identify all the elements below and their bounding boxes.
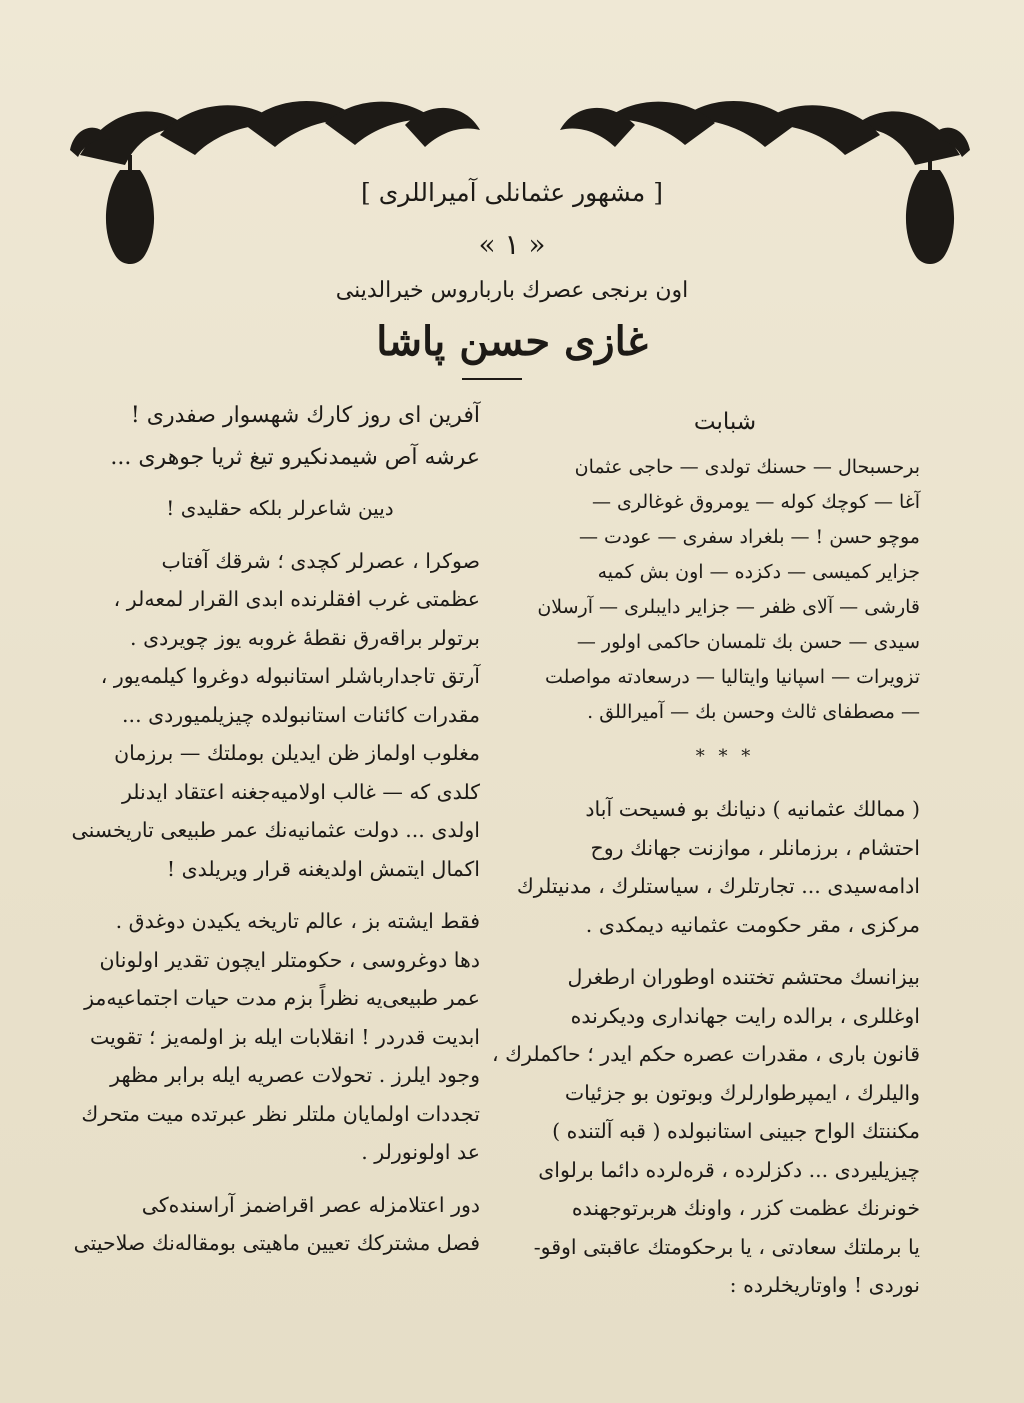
paragraph <box>80 902 480 1172</box>
text-line: خونرنك عظمت كزر ، واونك هربرتوجهنده <box>571 1196 920 1220</box>
text-line: دور اعتلامزله عصر اقراضمز آراسنده‌كى <box>141 1192 480 1217</box>
text-line: صوكرا ، عصرلر كچدى ؛ شرقك آفتاب <box>161 548 480 573</box>
contents-line: تزويرات — اسپانيا وايتاليا — درسعادته مواصلت <box>544 665 920 688</box>
text-line: مغلوب اولماز ظن ايديلن بوملتك — برزمان <box>114 741 480 765</box>
text-line: قانون بارى ، مقدرات عصره حكم ايدر ؛ حاكملرك ، <box>492 1042 920 1066</box>
text-line: نوردى ! واوتاريخلرده : <box>729 1273 920 1297</box>
title-divider <box>462 378 522 380</box>
text-line: مركزى ، مقر حكومت عثمانيه ديمكدى . <box>585 912 920 937</box>
text-line: ابديت قدردر ! انقلابات ايله بز اولمه‌يز ؛ تقويت <box>89 1024 480 1049</box>
text-line: كلدى كه — غالب اولاميه‌جغنه اعتقاد ايدنلر <box>121 779 480 804</box>
text-line: دها دوغروسى ، حكومتلر ايچون تقدير اولونان <box>99 947 480 972</box>
text-line: چيزيليردى ... دكزلرده ، قره‌لرده دائما برلواى <box>538 1157 920 1182</box>
text-line: تجددات اولمايان ملتلر نظر عبرتده ميت متحرك <box>81 1101 480 1126</box>
section-heading: شبابت <box>693 409 757 435</box>
text-line: وجود ايلرز . تحولات عصريه ايله برابر مظهر <box>110 1063 480 1087</box>
verse-quote <box>80 395 480 479</box>
text-line: ( ممالك عثمانيه ) دنيانك بو فسيحت آباد <box>585 797 920 821</box>
contents-line: — مصطفاى ثالث وحسن بك — آميراللق . <box>587 700 920 723</box>
text-line: يا برملتك سعادتى ، يا برحكومتك عاقبتى اوقو- <box>533 1234 920 1259</box>
verse-line: عرشه آص شيمدنكيرو تيغ ثريا جوهرى ... <box>110 445 480 470</box>
article-number: « ١ » <box>478 228 546 261</box>
article-subtitle: اون برنجى عصرك بارباروس خيرالدينى <box>335 278 689 303</box>
text-line: برتولر براقه‌رق نقطهٔ غروبه يوز چويردى . <box>130 625 480 650</box>
right-column <box>492 395 920 1319</box>
verse-note: ديين شاعرلر بلكه حقليدى ! <box>166 496 394 520</box>
section-contents <box>530 450 920 730</box>
text-line: عد اولونورلر . <box>361 1140 480 1164</box>
text-line: ادامه‌سيدى ... تجارتلرك ، سياستلرك ، مدنيتلرك <box>516 874 920 898</box>
paragraph <box>71 542 480 889</box>
contents-line: موچو حسن ! — بلغراد سفرى — عودت — <box>578 525 920 548</box>
text-line: آرتق تاجدارباشلر استانبوله دوغروا كيلمه‌يور ، <box>100 664 480 688</box>
text-line: مكننتك الواح جبينى استانبولده ( قبه آلتنده ) <box>552 1119 920 1143</box>
text-line: عمر طبيعى‌يه نظراً بزم مدت حيات اجتماعيه‌مز <box>84 986 480 1010</box>
text-line: اكمال ايتمش اولديغنه قرار ويريلدى ! <box>166 856 480 881</box>
text-line: اولدى ... دولت عثمانيه‌نك عمر طبيعى تاريخسنى <box>71 818 480 842</box>
series-title: [ مشهور عثمانلى آميراللرى ] <box>361 178 663 207</box>
text-line: بيزانسك محتشم تختنده اوطوران ارطغرل <box>567 965 920 989</box>
paragraph <box>516 790 920 944</box>
contents-line: برحسبحال — حسنك تولدى — حاجى عثمان <box>574 455 920 478</box>
contents-line: سيدى — حسن بك تلمسان حاكمى اولور — <box>576 630 920 653</box>
left-column <box>71 395 480 1277</box>
contents-line: قارشى — آلاى ظفر — جزاير دايبلرى — آرسلان <box>537 595 920 618</box>
text-line: احتشام ، برزمانلر ، موازنت جهانك روح <box>590 835 920 860</box>
text-line: فصل مشتركك تعيين ماهيتى بومقاله‌نك صلاحيتى <box>73 1231 480 1255</box>
text-line: فقط ايشته بز ، عالم تاريخه يكيدن دوغدق . <box>115 909 480 933</box>
text-line: مقدرات كائنات استانبولده چيزيلميوردى ... <box>122 702 480 727</box>
article-title: غازى حسن پاشا <box>376 318 648 365</box>
text-line: اوغللرى ، برالده رايت جهاندارى وديكرنده <box>570 1003 920 1028</box>
section-separator: * * * <box>695 745 755 767</box>
verse-line: آفرين اى روز كارك شهسوار صفدرى ! <box>130 403 480 428</box>
contents-line: جزاير كميسى — دكزده — اون بش كميه <box>597 560 920 583</box>
paragraph <box>492 958 920 1305</box>
text-line: عظمتى غرب افقلرنده ابدى القرار لمعه‌لر ، <box>113 587 480 611</box>
paragraph <box>73 1186 480 1263</box>
text-line: واليلرك ، ايمپرطوارلرك وبوتون بو جزئيات <box>564 1080 920 1105</box>
contents-line: آغا — كوچك كوله — يومروق غوغالرى — <box>591 490 920 513</box>
